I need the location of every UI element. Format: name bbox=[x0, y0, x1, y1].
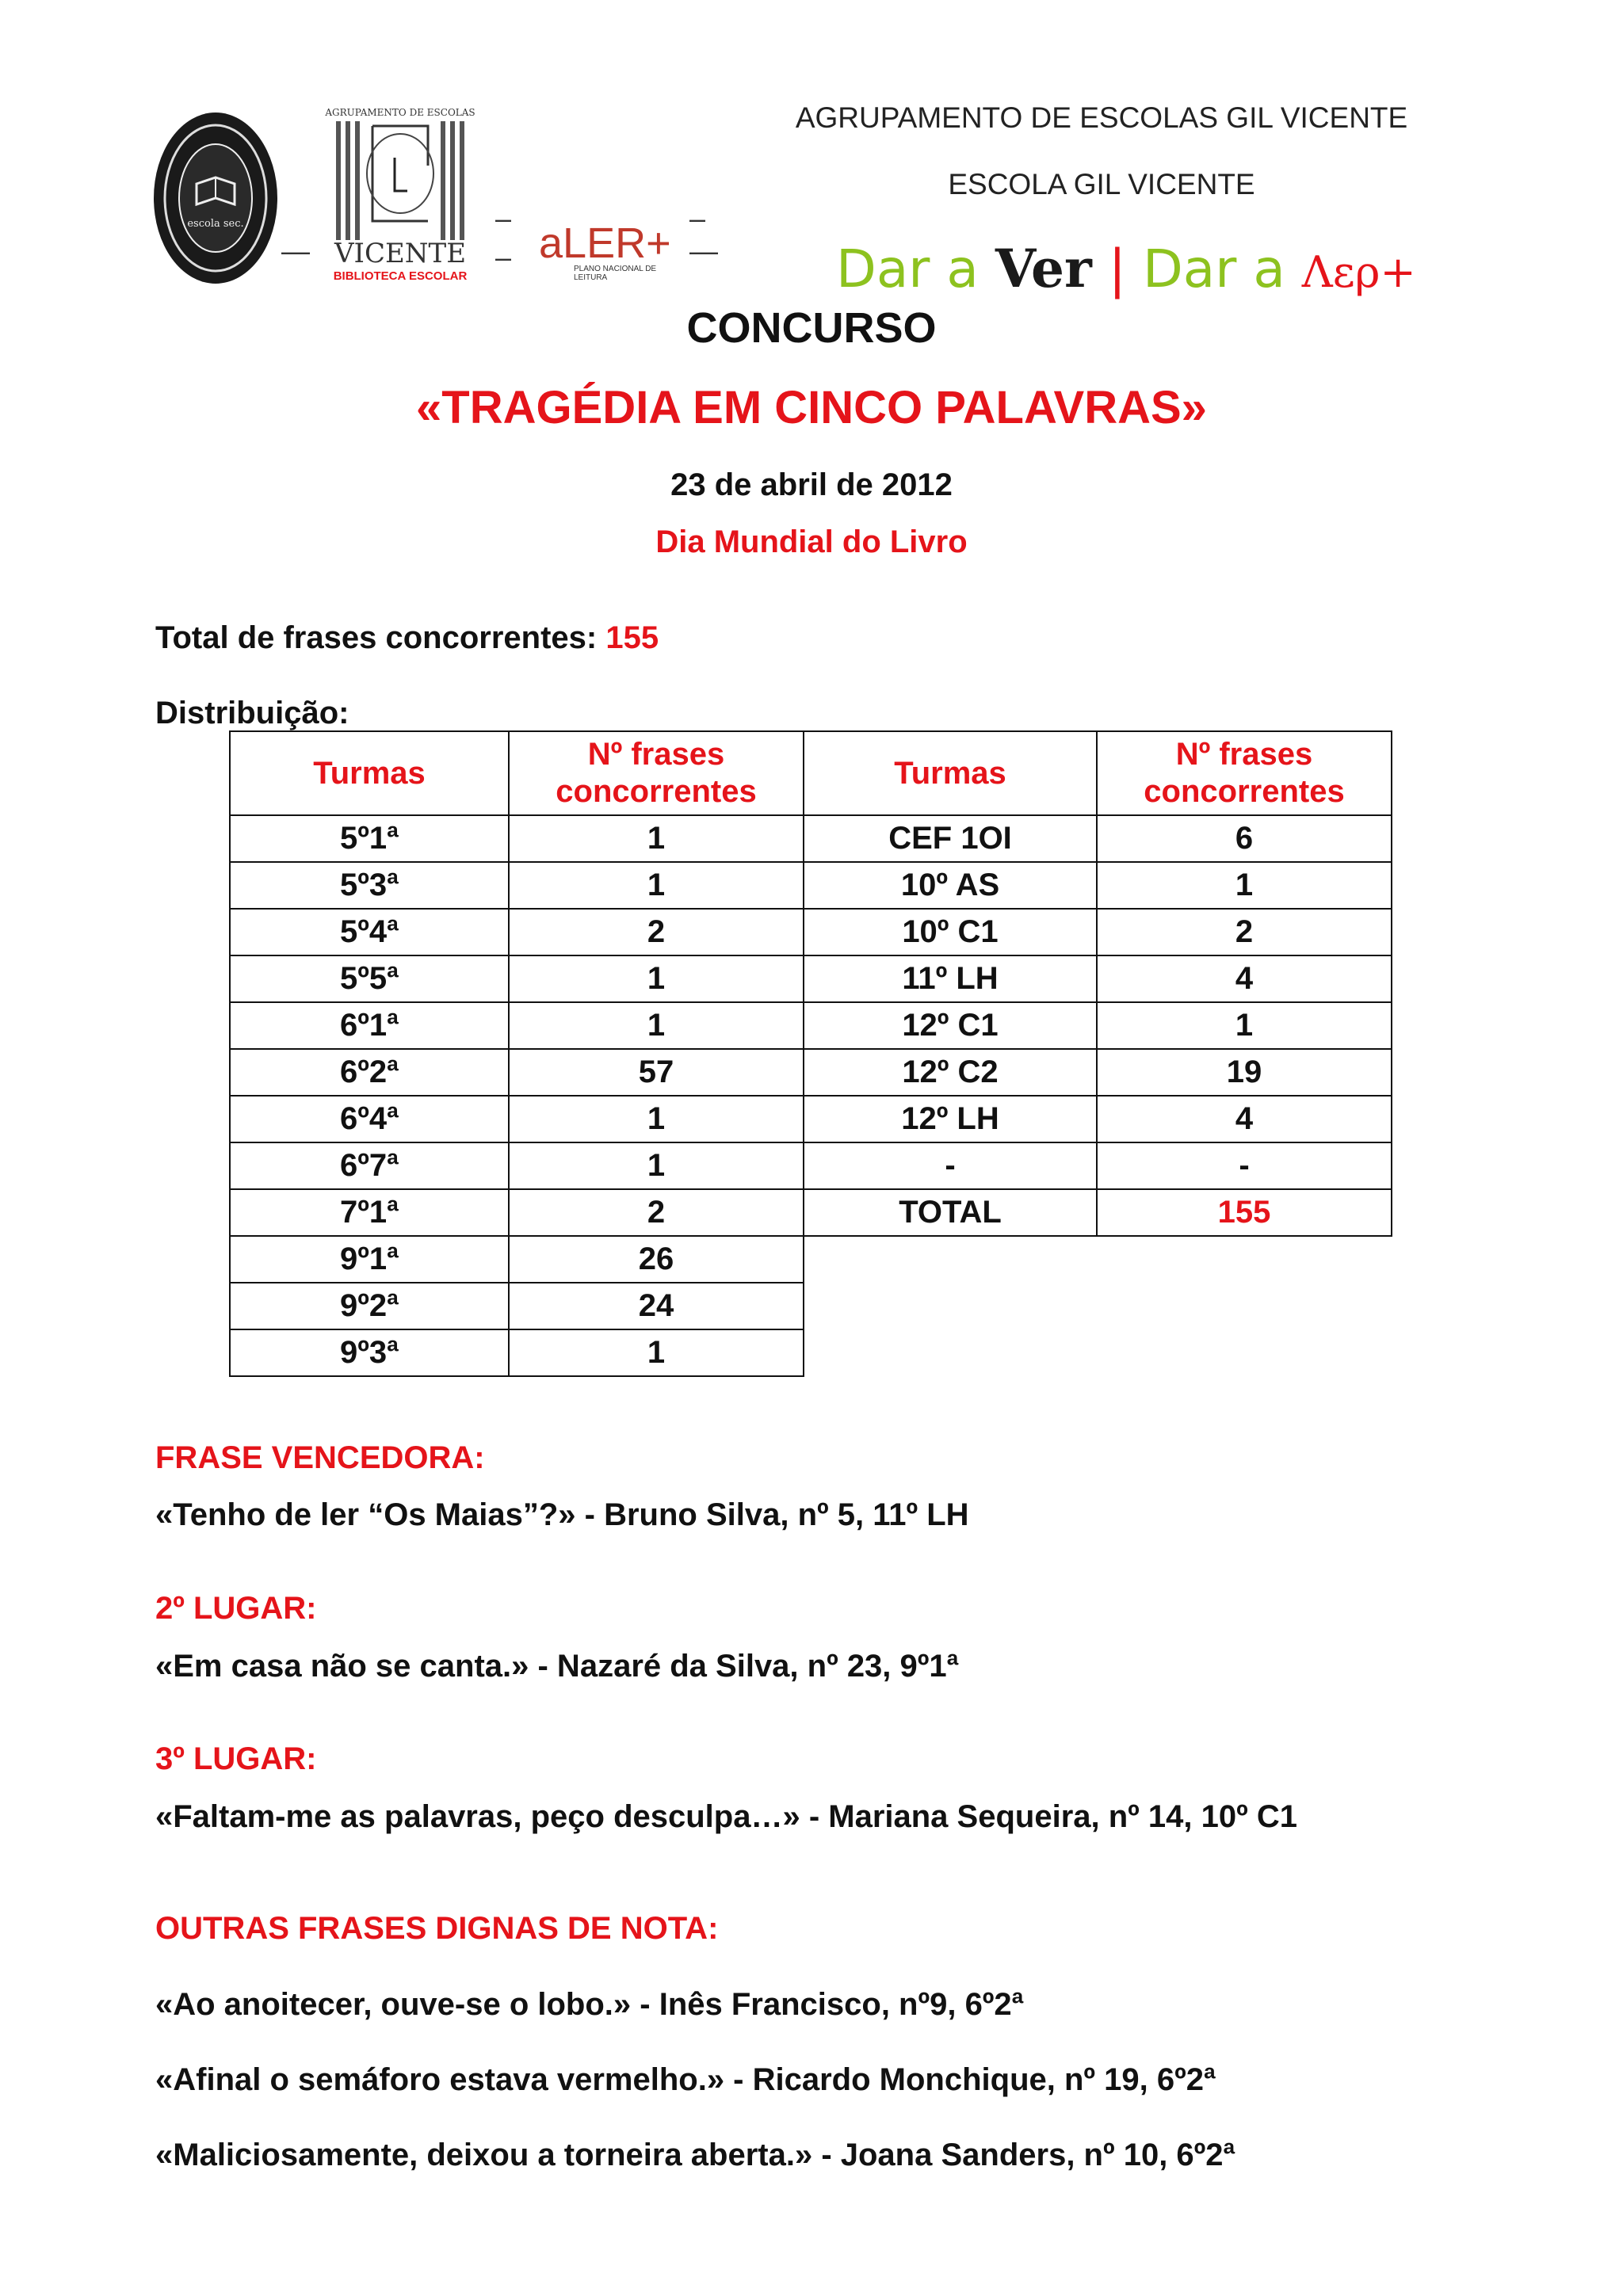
school-group-name: AGRUPAMENTO DE ESCOLAS GIL VICENTE bbox=[795, 101, 1408, 134]
header-frases bbox=[1097, 731, 1392, 815]
total-line bbox=[155, 620, 659, 656]
turma-cell: 6º1ª bbox=[230, 1002, 509, 1049]
turma-cell: 6º4ª bbox=[230, 1096, 509, 1142]
second-place-label: 2º LUGAR: bbox=[155, 1591, 317, 1626]
winner-label: FRASE VENCEDORA: bbox=[155, 1440, 485, 1475]
turma-cell: 10º AS bbox=[804, 862, 1097, 909]
turma-cell: CEF 1OI bbox=[804, 815, 1097, 862]
count-cell: 2 bbox=[1097, 909, 1392, 955]
contest-title: «TRAGÉDIA EM CINCO PALAVRAS» bbox=[416, 382, 1207, 433]
slogan-part4: Λερ+ bbox=[1301, 247, 1416, 297]
turma-cell: 9º1ª bbox=[230, 1236, 509, 1283]
slogan-part1: Dar a bbox=[836, 238, 995, 299]
slogan-part2: Ver bbox=[995, 238, 1092, 299]
table-row bbox=[230, 1142, 804, 1189]
turma-cell: 9º3ª bbox=[230, 1329, 509, 1376]
third-place-phrase: «Faltam-me as palavras, peço desculpa…» - Mariana Sequeira, nº 14, 10º C1 bbox=[155, 1799, 1297, 1834]
count-cell: 1 bbox=[509, 955, 804, 1002]
distribution-table-right bbox=[803, 730, 1392, 1237]
slogan bbox=[836, 238, 1416, 299]
header-turmas: Turmas bbox=[804, 731, 1097, 815]
divider-dash: – bbox=[689, 202, 706, 235]
library-logo bbox=[325, 107, 475, 289]
header-frases-l1: Nº frases bbox=[1175, 737, 1313, 772]
count-cell: 1 bbox=[509, 1096, 804, 1142]
school-seal-logo bbox=[152, 111, 279, 285]
slogan-separator: | bbox=[1108, 238, 1126, 299]
table-row bbox=[804, 1002, 1392, 1049]
third-place-label: 3º LUGAR: bbox=[155, 1741, 317, 1776]
count-cell: 1 bbox=[509, 815, 804, 862]
turma-cell: 5º1ª bbox=[230, 815, 509, 862]
slogan-part3: Dar a bbox=[1142, 238, 1302, 299]
count-cell: 4 bbox=[1097, 1096, 1392, 1142]
divider-dash: – bbox=[495, 202, 512, 235]
count-cell: 6 bbox=[1097, 815, 1392, 862]
turma-cell: 12º C1 bbox=[804, 1002, 1097, 1049]
count-cell: 1 bbox=[509, 1002, 804, 1049]
table-row bbox=[230, 955, 804, 1002]
table-row bbox=[230, 909, 804, 955]
distribution-label: Distribuição: bbox=[155, 696, 349, 730]
turma-cell: 7º1ª bbox=[230, 1189, 509, 1236]
honorable-mention: «Maliciosamente, deixou a torneira aberta.» - Joana Sanders, nº 10, 6º2ª bbox=[155, 2138, 1235, 2172]
count-cell: - bbox=[1097, 1142, 1392, 1189]
table-row bbox=[230, 1096, 804, 1142]
aler-logo bbox=[539, 219, 671, 282]
table-row bbox=[804, 909, 1392, 955]
table-row bbox=[804, 955, 1392, 1002]
count-cell: 26 bbox=[509, 1236, 804, 1283]
contest-date: 23 de abril de 2012 bbox=[670, 467, 953, 502]
header-turmas: Turmas bbox=[230, 731, 509, 815]
turma-cell: - bbox=[804, 1142, 1097, 1189]
divider-dash: – bbox=[495, 241, 512, 273]
table-row bbox=[230, 1329, 804, 1376]
distribution-table-left bbox=[229, 730, 804, 1377]
count-cell: 2 bbox=[509, 909, 804, 955]
turma-cell: 12º C2 bbox=[804, 1049, 1097, 1096]
table-header-row bbox=[230, 731, 804, 815]
honorable-mention: «Afinal o semáforo estava vermelho.» - Ricardo Monchique, nº 19, 6º2ª bbox=[155, 2062, 1216, 2097]
table-total-row bbox=[804, 1189, 1392, 1236]
aler-logo-text: aLER+ bbox=[539, 219, 671, 267]
header-frases bbox=[509, 731, 804, 815]
turma-cell: 10º C1 bbox=[804, 909, 1097, 955]
total-label-cell: TOTAL bbox=[804, 1189, 1097, 1236]
header-frases-l1: Nº frases bbox=[587, 737, 725, 772]
svg-text:escola sec.: escola sec. bbox=[187, 218, 244, 230]
library-logo-name: VICENTE bbox=[334, 238, 467, 269]
turma-cell: 5º4ª bbox=[230, 909, 509, 955]
turma-cell: 6º2ª bbox=[230, 1049, 509, 1096]
total-value-cell: 155 bbox=[1097, 1189, 1392, 1236]
turma-cell: 5º3ª bbox=[230, 862, 509, 909]
table-row bbox=[230, 862, 804, 909]
total-value: 155 bbox=[605, 620, 659, 655]
table-row bbox=[804, 1142, 1392, 1189]
count-cell: 1 bbox=[509, 1142, 804, 1189]
winner-phrase: «Tenho de ler “Os Maias”?» - Bruno Silva, nº 5, 11º LH bbox=[155, 1497, 969, 1532]
table-row bbox=[804, 862, 1392, 909]
table-row bbox=[230, 1049, 804, 1096]
count-cell: 2 bbox=[509, 1189, 804, 1236]
table-row bbox=[804, 815, 1392, 862]
turma-cell: 6º7ª bbox=[230, 1142, 509, 1189]
turma-cell: 11º LH bbox=[804, 955, 1097, 1002]
turma-cell: 9º2ª bbox=[230, 1283, 509, 1329]
count-cell: 4 bbox=[1097, 955, 1392, 1002]
table-row bbox=[804, 1096, 1392, 1142]
divider-dash: — bbox=[689, 235, 718, 267]
aler-logo-sub: PLANO NACIONAL DE LEITURA bbox=[574, 265, 657, 282]
honorable-mentions-label: OUTRAS FRASES DIGNAS DE NOTA: bbox=[155, 1911, 719, 1946]
header-frases-l2: concorrentes bbox=[556, 774, 757, 809]
divider-dash: — bbox=[281, 235, 310, 267]
table-row bbox=[230, 1236, 804, 1283]
total-label: Total de frases concorrentes: bbox=[155, 620, 598, 655]
table-row bbox=[230, 1002, 804, 1049]
second-place-phrase: «Em casa não se canta.» - Nazaré da Silva, nº 23, 9º1ª bbox=[155, 1649, 959, 1684]
count-cell: 1 bbox=[509, 862, 804, 909]
contest-occasion: Dia Mundial do Livro bbox=[655, 524, 968, 559]
header-frases-l2: concorrentes bbox=[1144, 774, 1345, 809]
library-logo-sub: BIBLIOTECA ESCOLAR bbox=[333, 269, 468, 283]
library-columns-icon bbox=[325, 118, 475, 245]
turma-cell: 12º LH bbox=[804, 1096, 1097, 1142]
school-name: ESCOLA GIL VICENTE bbox=[948, 168, 1255, 200]
count-cell: 1 bbox=[1097, 862, 1392, 909]
contest-label: CONCURSO bbox=[686, 304, 937, 352]
turma-cell: 5º5ª bbox=[230, 955, 509, 1002]
table-header-row bbox=[804, 731, 1392, 815]
count-cell: 1 bbox=[509, 1329, 804, 1376]
count-cell: 57 bbox=[509, 1049, 804, 1096]
count-cell: 1 bbox=[1097, 1002, 1392, 1049]
count-cell: 24 bbox=[509, 1283, 804, 1329]
table-row bbox=[230, 815, 804, 862]
table-row bbox=[230, 1283, 804, 1329]
honorable-mention: «Ao anoitecer, ouve-se o lobo.» - Inês Francisco, nº9, 6º2ª bbox=[155, 1987, 1024, 2022]
library-logo-caption: AGRUPAMENTO DE ESCOLAS bbox=[325, 107, 475, 118]
count-cell: 19 bbox=[1097, 1049, 1392, 1096]
table-row bbox=[230, 1189, 804, 1236]
table-row bbox=[804, 1049, 1392, 1096]
